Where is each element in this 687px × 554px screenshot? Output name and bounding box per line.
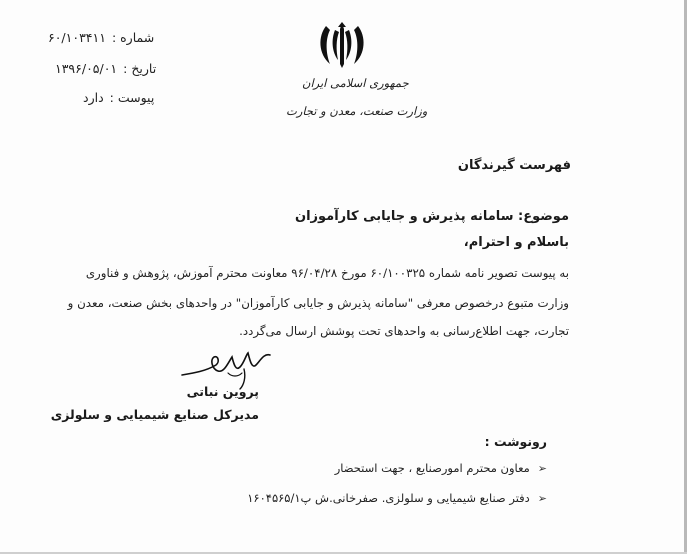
cc-item xyxy=(335,461,547,475)
cc-title: رونوشت : xyxy=(484,434,547,449)
letter-date-label: تاریخ : xyxy=(123,61,157,76)
letter-body-line: به پیوست تصویر نامه شماره ۶۰/۱۰۰۳۲۵ مورخ ۹۶/۰۴/۲۸ معاونت محترم آموزش، پژوهش و فناوری xyxy=(85,266,569,280)
cc-item-text: دفتر صنایع شیمیایی و سلولزی. صفرخانی.ش پ۱۶۰۴۵۶۵/۱ xyxy=(247,491,530,505)
letter-number-value: ۶۰/۱۰۳۴۱۱ xyxy=(48,30,106,45)
letter-number xyxy=(48,30,154,45)
letter-date-value: ۱۳۹۶/۰۵/۰۱ xyxy=(55,61,118,76)
letter-date xyxy=(55,61,156,76)
iran-emblem-icon xyxy=(316,20,368,70)
recipients-title: فهرست گیرندگان xyxy=(457,158,571,173)
letter-attachment-value: دارد xyxy=(83,90,104,105)
letter-attachment-label: پیوست : xyxy=(109,90,155,105)
letter-attachment xyxy=(83,90,154,105)
letter-body-line: تجارت، جهت اطلاع‌رسانی به واحدهای تحت پوشش ارسال می‌گردد. xyxy=(239,324,569,338)
cc-item-text: معاون محترم امورصنایع ، جهت استحضار xyxy=(334,461,530,475)
signer-title: مدیرکل صنایع شیمیایی و سلولزی xyxy=(50,407,259,422)
arrow-bullet-icon: ➢ xyxy=(537,462,547,475)
letter-subject: موضوع: سامانه پذیرش و جایابی کارآموزان xyxy=(294,209,569,224)
arrow-bullet-icon: ➢ xyxy=(537,492,547,505)
letter-number-label: شماره : xyxy=(111,30,155,45)
letter-greeting: باسلام و احترام، xyxy=(463,235,569,250)
org-line-1: جمهوری اسلامی ایران xyxy=(302,76,409,90)
cc-item xyxy=(247,491,547,505)
letter-body-line: وزارت متبوع درخصوص معرفی "سامانه پذیرش و جایابی کارآموزان" در واحدهای بخش صنعت، معدن و xyxy=(67,296,569,310)
signer-name: پروین نباتی xyxy=(186,384,259,399)
org-line-2: وزارت صنعت، معدن و تجارت xyxy=(286,104,428,118)
